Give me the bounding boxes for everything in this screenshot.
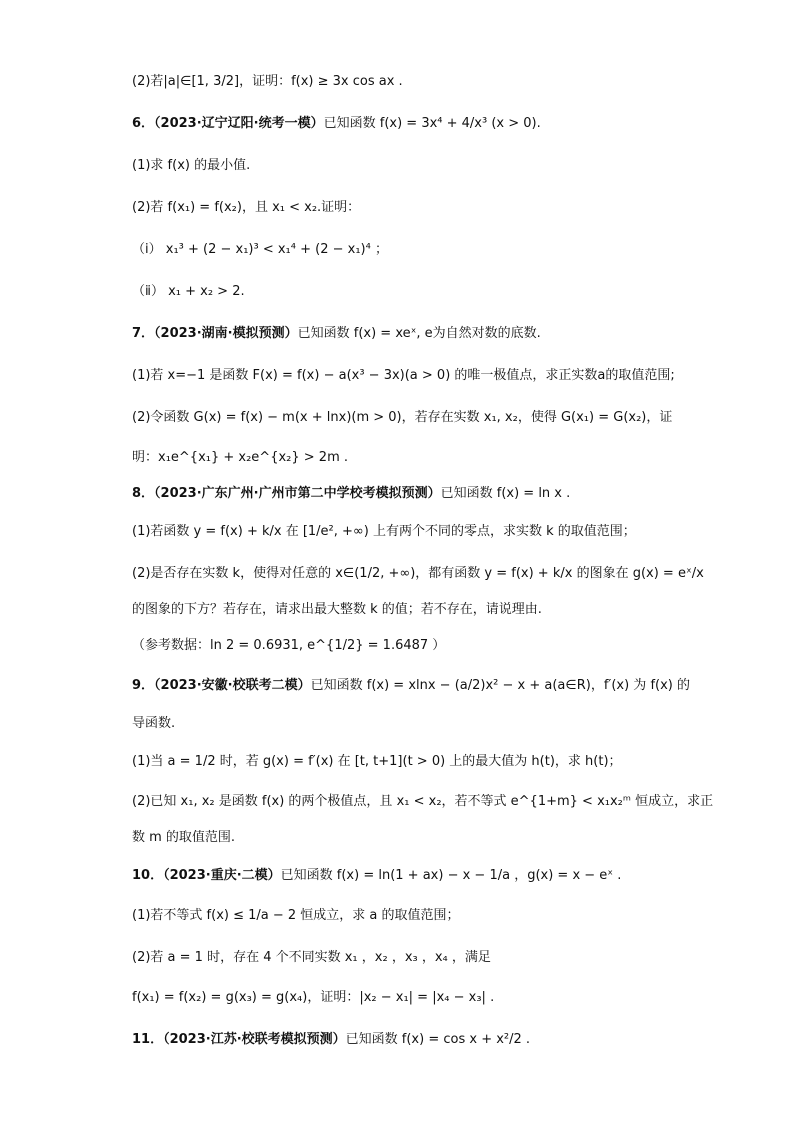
problem-6-heading: 6．（2023·辽宁辽阳·统考一模）已知函数 f(x) = 3x⁴ + 4/x³ (x > 0). [132, 116, 541, 131]
problem-9-heading-cont: 导函数. [132, 716, 176, 731]
problem-8-part-2-cont: 的图象的下方？若存在，请求出最大整数 k 的值；若不存在，请说理由. [132, 602, 542, 617]
problem-8-reference-data: （参考数据：ln 2 = 0.6931, e^{1/2} = 1.6487 ） [132, 638, 446, 653]
problem-8-heading: 8．（2023·广东广州·广州市第二中学校考模拟预测）已知函数 f(x) = ln x . [132, 486, 571, 501]
problem-7-part-2-cont: 明：x₁e^{x₁} + x₂e^{x₂} > 2m . [132, 450, 348, 465]
problem-9-part-1: (1)当 a = 1/2 时，若 g(x) = f′(x) 在 [t, t+1](t > 0) 上的最大值为 h(t)，求 h(t)； [132, 754, 622, 769]
problem-6-part-2-i: （ⅰ） x₁³ + (2 − x₁)³ < x₁⁴ + (2 − x₁)⁴ ； [132, 242, 388, 257]
problem-8-part-2: (2)是否存在实数 k，使得对任意的 x∈(1/2, +∞)，都有函数 y = f(x) + k/x 的图象在 g(x) = eˣ/x [132, 566, 704, 581]
problem-10-part-2-cont: f(x₁) = f(x₂) = g(x₃) = g(x₄)，证明：|x₂ − x₁| = |x₄ − x₃| . [132, 990, 495, 1005]
problem-9-part-2: (2)已知 x₁, x₂ 是函数 f(x) 的两个极值点，且 x₁ < x₂，若不等式 e^{1+m} < x₁x₂ᵐ 恒成立，求正 [132, 794, 714, 809]
problem-5-part-2: (2)若|a|∈[1, 3/2]，证明：f(x) ≥ 3x cos ax . [132, 74, 403, 89]
problem-10-part-2: (2)若 a = 1 时，存在 4 个不同实数 x₁ ，x₂ ，x₃ ，x₄ ，满足 [132, 950, 491, 965]
problem-7-part-1: (1)若 x=−1 是函数 F(x) = f(x) − a(x³ − 3x)(a > 0) 的唯一极值点，求正实数a的取值范围; [132, 368, 675, 383]
problem-8-part-1: (1)若函数 y = f(x) + k/x 在 [1/e², +∞) 上有两个不同的零点，求实数 k 的取值范围； [132, 524, 636, 539]
problem-7-part-2: (2)令函数 G(x) = f(x) − m(x + lnx)(m > 0)，若存在实数 x₁, x₂，使得 G(x₁) = G(x₂)，证 [132, 410, 673, 425]
problem-6-part-1: (1)求 f(x) 的最小值. [132, 158, 251, 173]
problem-9-part-2-cont: 数 m 的取值范围. [132, 830, 236, 845]
problem-10-heading: 10．（2023·重庆·二模）已知函数 f(x) = ln(1 + ax) − x − 1/a ，g(x) = x − eˣ . [132, 868, 622, 883]
problem-9-heading: 9．（2023·安徽·校联考二模）已知函数 f(x) = xlnx − (a/2)x² − x + a(a∈R)，f′(x) 为 f(x) 的 [132, 678, 690, 693]
problem-11-heading: 11．（2023·江苏·校联考模拟预测）已知函数 f(x) = cos x + x²/2 . [132, 1032, 531, 1047]
problem-6-part-2: (2)若 f(x₁) = f(x₂)，且 x₁ < x₂.证明： [132, 200, 361, 215]
problem-6-part-2-ii: （ⅱ） x₁ + x₂ > 2. [132, 284, 245, 299]
problem-10-part-1: (1)若不等式 f(x) ≤ 1/a − 2 恒成立，求 a 的取值范围； [132, 908, 460, 923]
problem-7-heading: 7．（2023·湖南·模拟预测）已知函数 f(x) = xeˣ, e为自然对数的底数. [132, 326, 541, 341]
